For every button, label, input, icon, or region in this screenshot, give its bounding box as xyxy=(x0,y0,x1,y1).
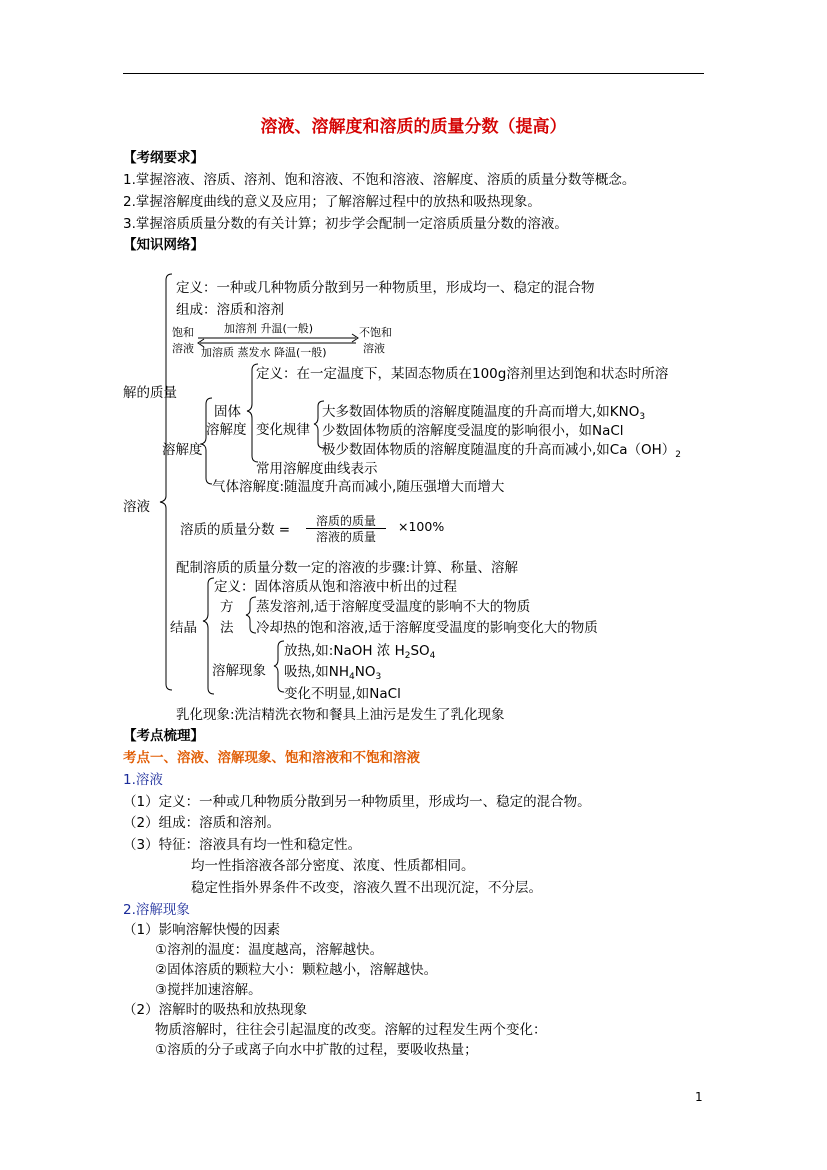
net-fraction-multiplier: ×100% xyxy=(398,519,445,534)
section-heading-zswl: 【知识网络】 xyxy=(123,237,204,253)
net-arrow-bottom-label: 加溶质 蒸发水 降温(一般) xyxy=(201,346,327,359)
net-definition: 定义：一种或几种物质分散到另一种物质里，形成均一、稳定的混合物 xyxy=(176,280,595,296)
net-fraction-denominator: 溶液的质量 xyxy=(315,530,376,544)
page-title: 溶液、溶解度和溶质的质量分数（提高） xyxy=(260,117,567,137)
list-item: ③搅拌加速溶解。 xyxy=(155,982,262,998)
paragraph: （3）特征：溶液具有均一性和稳定性。 xyxy=(123,837,362,853)
paragraph: （1）定义：一种或几种物质分散到另一种物质里，形成均一、稳定的混合物。 xyxy=(123,794,591,810)
net-crystal-label: 结晶 xyxy=(170,620,197,636)
net-solubility-definition: 定义：在一定温度下，某固态物质在100g溶剂里达到饱和状态时所溶 xyxy=(256,366,669,382)
net-solid-label: 溶解度 xyxy=(206,422,247,438)
net-method-label: 法 xyxy=(220,620,234,636)
kaodian-heading: 考点一、溶液、溶解现象、饱和溶液和不饱和溶液 xyxy=(123,750,420,766)
section-heading-kgyq: 【考纲要求】 xyxy=(123,150,204,166)
kgyq-item: 2.掌握溶解度曲线的意义及应用；了解溶解过程中的放热和吸热现象。 xyxy=(123,194,541,210)
paragraph-indented: 稳定性指外界条件不改变，溶液久置不出现沉淀，不分层。 xyxy=(191,880,542,896)
net-phenomenon-label: 溶解现象 xyxy=(212,663,266,679)
net-composition: 组成：溶质和溶剂 xyxy=(176,302,284,318)
net-rule-item: 极少数固体物质的溶解度随温度的升高而减小,如$Ca(OH)_2$ xyxy=(322,442,682,460)
page-number: 1 xyxy=(695,1090,703,1104)
section-heading-kdsl: 【考点梳理】 xyxy=(123,728,204,744)
net-unsaturated-label: 不饱和 xyxy=(359,326,392,339)
list-item: ①溶质的分子或离子向水中扩散的过程，要吸收热量； xyxy=(155,1042,478,1058)
list-item: ②固体溶质的颗粒大小：颗粒越小，溶解越快。 xyxy=(155,962,438,978)
net-fraction-numerator: 溶质的质量 xyxy=(315,514,376,528)
net-unsaturated-label: 溶液 xyxy=(363,342,385,355)
net-fraction-label: 溶质的质量分数 = xyxy=(180,522,291,538)
paragraph: （1）影响溶解快慢的因素 xyxy=(123,922,281,938)
net-phenomenon-item: 吸热,如$NH_4NO_3$ xyxy=(284,664,382,682)
net-phenomenon-item: 变化不明显,如NaCl xyxy=(284,686,401,702)
net-emulsification: 乳化现象:洗洁精洗衣物和餐具上油污是发生了乳化现象 xyxy=(176,707,505,723)
net-solubility-label: 溶解度 xyxy=(162,442,203,458)
net-method-item: 蒸发溶剂,适于溶解度受温度的影响不大的物质 xyxy=(256,599,531,615)
net-saturated-label: 饱和 xyxy=(172,326,194,339)
paragraph-indented: 均一性指溶液各部分密度、浓度、性质都相同。 xyxy=(191,858,475,874)
subsection-heading: 2.溶解现象 xyxy=(123,902,190,918)
net-root-label: 溶液 xyxy=(123,499,150,515)
net-rule-item: 大多数固体物质的溶解度随温度的升高而增大,如$KNO_3$ xyxy=(322,404,646,422)
list-item: ①溶剂的温度：温度越高，溶解越快。 xyxy=(155,942,384,958)
kgyq-item: 1.掌握溶液、溶质、溶剂、饱和溶液、不饱和溶液、溶解度、溶质的质量分数等概念。 xyxy=(123,172,636,188)
net-method-item: 冷却热的饱和溶液,适于溶解度受温度的影响变化大的物质 xyxy=(256,620,598,636)
net-curve: 常用溶解度曲线表示 xyxy=(256,461,378,477)
net-crystal-definition: 定义：固体溶质从饱和溶液中析出的过程 xyxy=(214,579,457,595)
subsection-heading: 1.溶液 xyxy=(123,772,163,788)
paragraph: （2）组成：溶质和溶剂。 xyxy=(123,815,281,831)
net-arrow-top-label: 加溶剂 升温(一般) xyxy=(224,322,314,335)
net-solid-label: 固体 xyxy=(214,404,241,420)
net-rule-label: 变化规律 xyxy=(256,422,310,438)
kgyq-item: 3.掌握溶质质量分数的有关计算；初步学会配制一定溶质质量分数的溶液。 xyxy=(123,216,568,232)
net-saturated-label: 溶液 xyxy=(172,342,194,355)
net-method-label: 方 xyxy=(220,599,234,615)
net-preparation: 配制溶质的质量分数一定的溶液的步骤:计算、称量、溶解 xyxy=(176,560,519,576)
list-item: 物质溶解时，往往会引起温度的改变。溶解的过程发生两个变化： xyxy=(155,1022,547,1038)
net-solubility-definition-cont: 解的质量 xyxy=(123,385,177,401)
paragraph: （2）溶解时的吸热和放热现象 xyxy=(123,1002,308,1018)
net-rule-item: 少数固体物质的溶解度受温度的影响很小，如NaCl xyxy=(322,423,624,439)
net-phenomenon-item: 放热,如:NaOH 浓 $H_2SO_4$ xyxy=(284,643,436,661)
net-gas-solubility: 气体溶解度:随温度升高而减小,随压强增大而增大 xyxy=(212,479,505,495)
